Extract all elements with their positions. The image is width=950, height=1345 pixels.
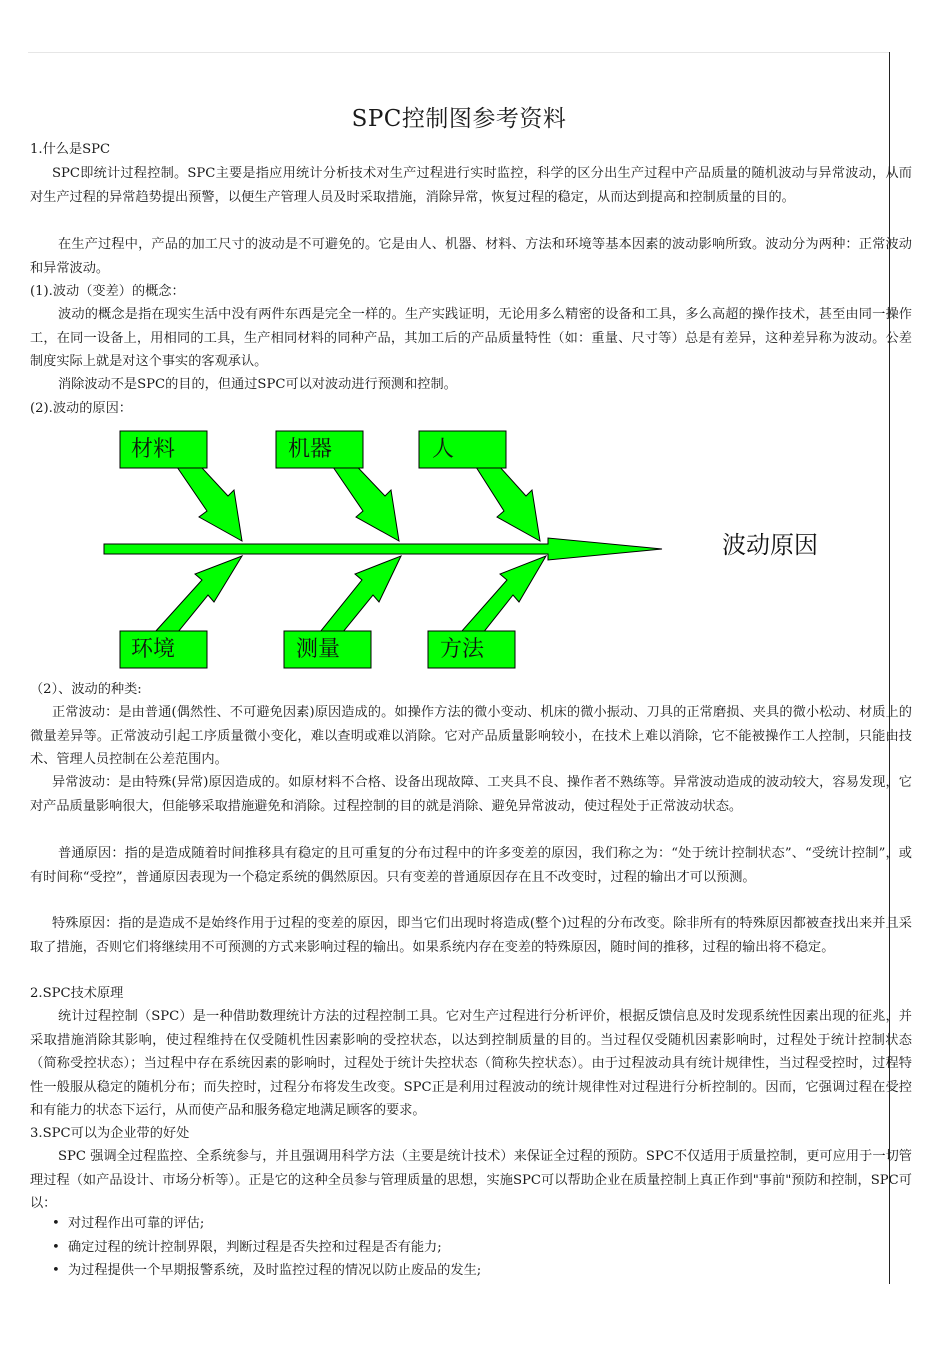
cause-label-people: 人 [432, 437, 455, 462]
section-2-heading: 2.SPC技术原理 [30, 986, 124, 1001]
cause-label-method: 方法 [440, 637, 485, 662]
section-1-paragraph-4: 消除波动不是SPC的目的，但通过SPC可以对波动进行预测和控制。 [58, 377, 457, 392]
section-1-paragraph-3: 波动的概念是指在现实生活中没有两件东西是完全一样的。生产实践证明，无论用多么精密的设备和工具，多么高超的操作技术，甚至由同一操作工，在同一设备上，用相同的工具，生产相同材料的同种产品，其加工后的产品质量特性（如：重量、尺寸等）总是有差异，这种差异称为波动。公差制度实际上就是对这个事实的客观承认。 [30, 307, 912, 369]
list-item [52, 1212, 481, 1236]
bullet-icon: • [52, 1263, 60, 1278]
cause-label-environment: 环境 [131, 637, 176, 662]
cause-label-machines: 机器 [288, 437, 333, 462]
normal-variation-paragraph: 正常波动：是由普通(偶然性、不可避免因素)原因造成的。如操作方法的微小变动、机床的微小振动、刀具的正常磨损、夹具的微小松动、材质上的微量差异等。正常波动引起工序质量微小变化，难以查明或难以消除。它对产品质量影响较小，在技术上难以消除，它不能被操作工人控制，只能由技术、管理人员控制在公差范围内。 [30, 705, 912, 767]
fishbone-diagram [0, 420, 950, 680]
section-2-paragraph: 统计过程控制（SPC）是一种借助数理统计方法的过程控制工具。它对生产过程进行分析评价，根据反馈信息及时发现系统性因素出现的征兆，并采取措施消除其影响，使过程维持在仅受随机性因素影响的受控状态，以达到控制质量的目的。当过程仅受随机因素影响时，过程处于统计控制状态（简称受控状态）；当过程中存在系统因素的影响时，过程处于统计失控状态（简称失控状态）。由于过程波动具有统计规律性，当过程受控时，过程特性一般服从稳定的随机分布；而失控时，过程分布将发生改变。SPC正是利用过程波动的统计规律性对过程进行分析控制的。因而，它强调过程在受控和有能力的状态下运行，从而使产品和服务稳定地满足顾客的要求。 [30, 1009, 912, 1118]
list-item-text: 对过程作出可靠的评估; [68, 1216, 205, 1231]
arrow-people [476, 456, 540, 541]
section-1-paragraph-2: 在生产过程中，产品的加工尺寸的波动是不可避免的。它是由人、机器、材料、方法和环境等基本因素的波动影响所致。波动分为两种：正常波动和异常波动。 [30, 237, 912, 276]
arrow-method [461, 556, 546, 643]
bullet-icon: • [52, 1239, 60, 1255]
cause-label-materials: 材料 [131, 437, 176, 462]
abnormal-variation-paragraph: 异常波动：是由特殊(异常)原因造成的。如原材料不合格、设备出现故障、工夹具不良、操作者不熟练等。异常波动造成的波动较大，容易发现，它对产品质量影响很大，但能够采取措施避免和消除。过程控制的目的就是消除、避免异常波动，使过程处于正常波动状态。 [30, 775, 912, 814]
list-item [52, 1236, 481, 1260]
subheading-variation-concept: (1).波动（变差）的概念： [30, 284, 185, 299]
arrow-materials [177, 456, 242, 541]
page-title: SPC控制图参考资料 [351, 106, 567, 132]
subheading-variation-types: （2）、波动的种类: [30, 682, 142, 697]
section-1-paragraph-1: SPC即统计过程控制。SPC主要是指应用统计分析技术对生产过程进行实时监控，科学的区分出生产过程中产品质量的随机波动与异常波动，从而对生产过程的异常趋势提出预警，以便生产管理人员及时采取措施，消除异常，恢复过程的稳定，从而达到提高和控制质量的目的。 [30, 166, 912, 205]
section-3-heading: 3.SPC可以为企业带的好处 [30, 1126, 190, 1141]
spine-arrow [104, 538, 662, 560]
arrow-environment [155, 556, 242, 643]
section-3-paragraph: SPC 强调全过程监控、全系统参与，并且强调用科学方法（主要是统计技术）来保证全过程的预防。SPC不仅适用于质量控制，更可应用于一切管理过程（如产品设计、市场分析等）。正是它的这种全员参与管理质量的思想，实施SPC可以帮助企业在质量控制上真正作到"事前"预防和控制，SPC可以： [30, 1149, 912, 1211]
list-item-text: 确定过程的统计控制界限，判断过程是否失控和过程是否有能力; [68, 1239, 442, 1255]
arrow-measurement [320, 556, 401, 643]
benefits-list [52, 1212, 481, 1283]
top-rule [28, 52, 890, 53]
cause-label-measurement: 测量 [296, 637, 341, 662]
section-1-heading: 1.什么是SPC [30, 142, 111, 157]
list-item [52, 1259, 481, 1283]
bullet-icon: • [52, 1216, 60, 1231]
common-cause-paragraph: 普通原因：指的是造成随着时间推移具有稳定的且可重复的分布过程中的许多变差的原因，我们称之为：“处于统计控制状态”、“受统计控制”，或有时间称“受控”，普通原因表现为一个稳定系统的偶然原因。只有变差的普通原因存在且不改变时，过程的输出才可以预测。 [30, 846, 912, 885]
arrow-machines [333, 456, 399, 541]
subheading-variation-causes: (2).波动的原因： [30, 401, 132, 416]
effect-label: 波动原因 [722, 531, 818, 559]
list-item-text: 为过程提供一个早期报警系统，及时监控过程的情况以防止废品的发生; [68, 1263, 482, 1278]
special-cause-paragraph: 特殊原因：指的是造成不是始终作用于过程的变差的原因，即当它们出现时将造成(整个)过程的分布改变。除非所有的特殊原因都被查找出来并且采取了措施，否则它们将继续用不可预测的方式来影响过程的输出。如果系统内存在变差的特殊原因，随时间的推移，过程的输出将不稳定。 [30, 916, 912, 955]
